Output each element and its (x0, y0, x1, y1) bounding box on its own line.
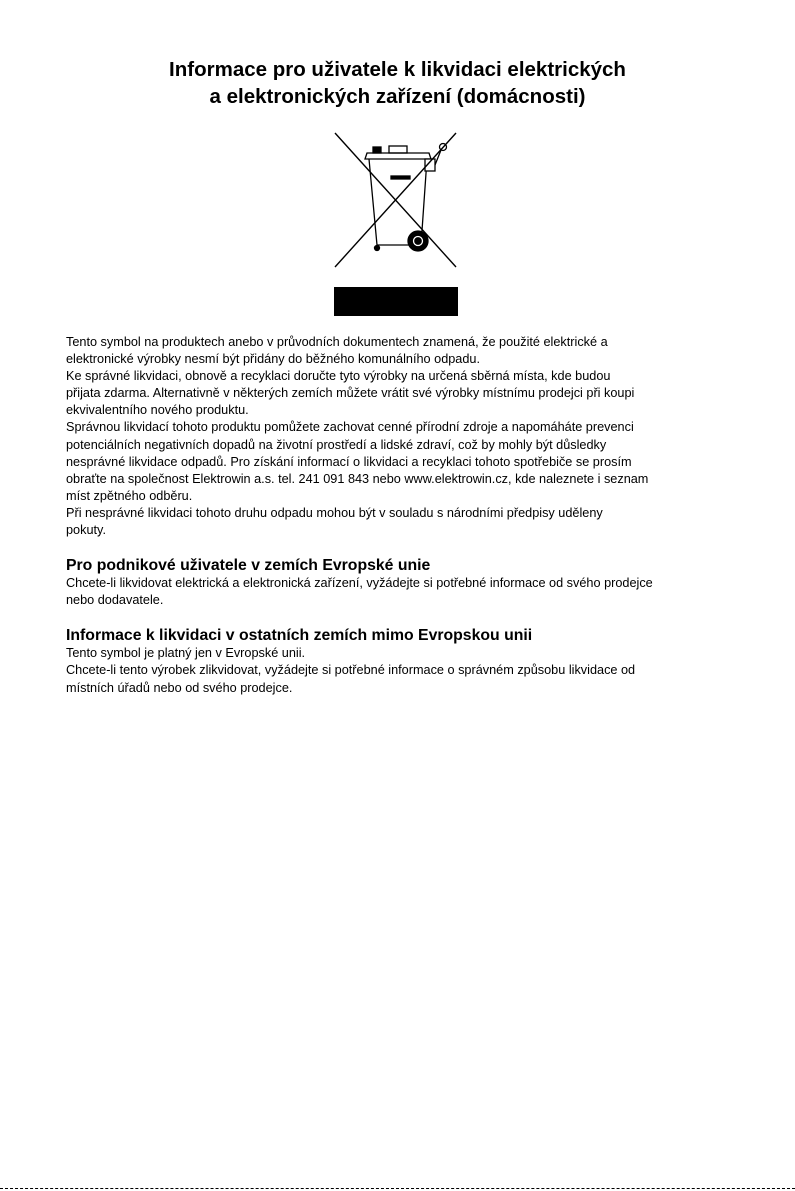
section-heading: Informace k likvidaci v ostatních zemích mimo Evropskou unii (66, 627, 533, 645)
paragraph-line: nebo dodavatele. (66, 593, 164, 608)
paragraph-line: obraťte na společnost Elektrowin a.s. tel. 241 091 843 nebo www.elektrowin.cz, kde naleznete i seznam (66, 471, 649, 486)
document-body (66, 334, 766, 697)
paragraph-line: Chcete-li tento výrobek zlikvidovat, vyžádejte si potřebné informace o správném způsobu likvidace od (66, 663, 636, 678)
crossed-out-wheeled-bin-icon (333, 131, 458, 269)
paragraph-line: Správnou likvidací tohoto produktu pomůžete zachovat cenné přírodní zdroje a napomáháte prevenci (66, 420, 634, 435)
paragraph-line: Tento symbol je platný jen v Evropské unii. (66, 646, 306, 661)
section-household (66, 334, 766, 539)
paragraph-line: pokuty. (66, 523, 106, 538)
bottom-dashed-rule (0, 1188, 795, 1189)
title-line-1: Informace pro uživatele k likvidaci elektrických (169, 58, 626, 81)
paragraph-line: Chcete-li likvidovat elektrická a elektronická zařízení, vyžádejte si potřebné informace od svého prodejce (66, 576, 653, 591)
page-title (0, 56, 795, 110)
paragraph-line: elektronické výrobky nesmí být přidány do běžného komunálního odpadu. (66, 352, 481, 367)
section-business-eu (66, 557, 766, 609)
paragraph-line: Při nesprávné likvidaci tohoto druhu odpadu mohou být v souladu s národními předpisy uděleny (66, 505, 603, 520)
section-outside-eu (66, 627, 766, 696)
section-heading: Pro podnikové uživatele v zemích Evropské unie (66, 557, 431, 575)
paragraph-line: Tento symbol na produktech anebo v průvodních dokumentech znamená, že použité elektrické a (66, 335, 608, 349)
solid-black-bar (334, 287, 458, 316)
paragraph-line: nesprávné likvidace odpadů. Pro získání informací o likvidaci a recyklaci tohoto spotřebiče se prosím (66, 454, 632, 469)
paragraph-line: místních úřadů nebo od svého prodejce. (66, 680, 293, 695)
title-line-2: a elektronických zařízení (domácnosti) (209, 85, 586, 108)
paragraph-line: míst zpětného odběru. (66, 488, 193, 503)
paragraph-line: Ke správné likvidaci, obnově a recyklaci doručte tyto výrobky na určená sběrná místa, kde budou (66, 369, 611, 384)
paragraph-line: přijata zdarma. Alternativně v některých zemích můžete vrátit své výrobky místnímu prodejci při koupi (66, 386, 635, 401)
paragraph-line: potenciálních negativních dopadů na životní prostředí a lidské zdraví, což by mohly být důsledky (66, 437, 607, 452)
paragraph-line: ekvivalentního nového produktu. (66, 403, 249, 418)
